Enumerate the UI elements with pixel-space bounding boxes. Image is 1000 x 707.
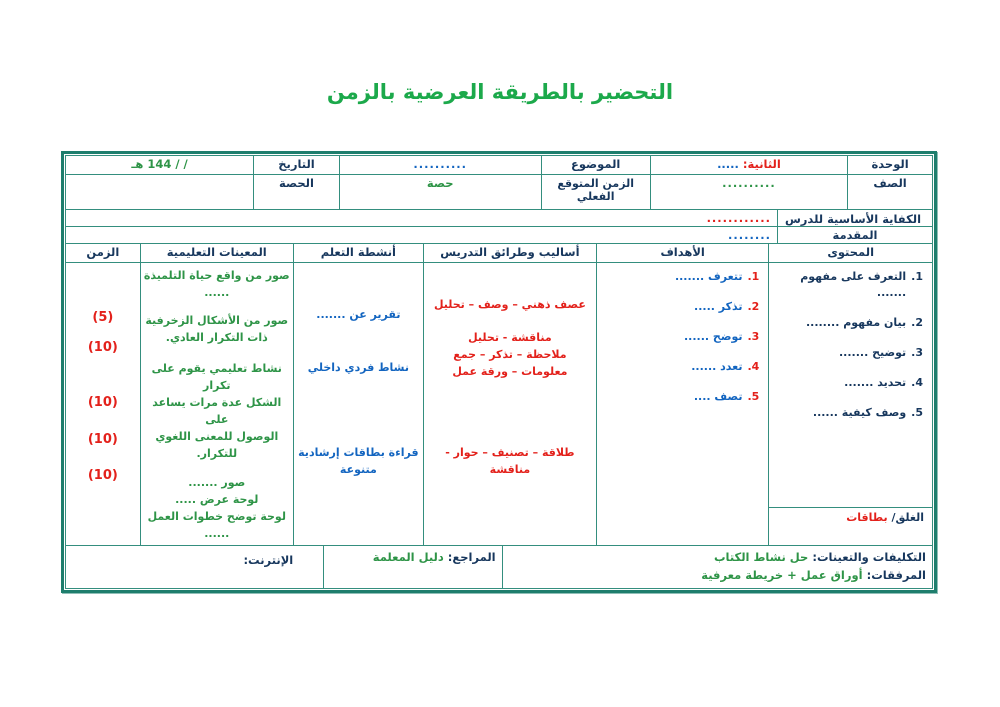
goal-item-text: تصف .... xyxy=(693,390,743,403)
time-value: (10) xyxy=(87,395,118,410)
goal-item-text: تعدد ...... xyxy=(691,360,743,373)
content-column xyxy=(768,263,932,545)
references-label: المراجع: xyxy=(447,550,496,564)
unit-value-dots: ..... xyxy=(717,157,739,171)
attachments-label: المرفقات: xyxy=(866,568,926,582)
goal-item-num: 4. xyxy=(747,360,760,373)
row-unit-subject-date xyxy=(66,156,932,175)
goal-item-num: 2. xyxy=(747,300,760,313)
aids-line: ...... xyxy=(204,286,230,299)
lesson-plan-table xyxy=(61,151,937,593)
subject-label: الموضوع xyxy=(541,156,650,174)
goal-item-text: تتعرف ....... xyxy=(674,270,743,283)
goal-item xyxy=(597,299,768,315)
aids-line: للتكرار. xyxy=(196,447,238,460)
content-item xyxy=(769,315,932,331)
competency-value: ............ xyxy=(706,211,771,225)
header-aids: المعينات التعليمية xyxy=(140,244,293,262)
assignments-label: التكليفات والتعينات: xyxy=(812,550,926,564)
attachments-value: أوراق عمل + خريطة معرفية xyxy=(701,568,863,582)
expected-time-label-line1: الزمن المتوقع xyxy=(557,177,634,190)
assignments-line xyxy=(503,548,926,566)
main-content-row xyxy=(66,263,932,546)
content-item-num: 1. xyxy=(911,270,923,283)
goal-item-num: 1. xyxy=(747,270,760,283)
aids-line: ذات التكرار العادي. xyxy=(165,331,268,344)
expected-time-label xyxy=(541,175,650,209)
aids-line: صور من واقع حياة التلميذة xyxy=(143,269,290,282)
main-header-row xyxy=(66,244,932,263)
goal-item-text: تذكر ..... xyxy=(694,300,743,313)
references-cell xyxy=(323,546,501,588)
content-list xyxy=(769,269,932,507)
content-item-num: 3. xyxy=(911,346,923,359)
closure-value: بطاقات xyxy=(846,511,888,524)
class-value: .......... xyxy=(650,175,847,209)
aids-line: نشاط تعليمي يقوم على تكرار xyxy=(151,362,282,392)
content-item xyxy=(769,269,932,301)
aids-column xyxy=(140,263,293,545)
activities-line: قراءة بطاقات إرشادية xyxy=(298,446,419,459)
activities-line: نشاط فردي داخلي xyxy=(307,361,409,374)
date-label: التاريخ xyxy=(253,156,339,174)
attachments-line xyxy=(503,566,926,584)
goal-item xyxy=(597,269,768,285)
content-item-num: 2. xyxy=(911,316,923,329)
unit-value xyxy=(650,156,847,174)
assignments-cell xyxy=(502,546,932,588)
closure-label: الغلق/ xyxy=(891,511,924,524)
content-item-text: توضيح ....... xyxy=(839,346,907,359)
time-value: (10) xyxy=(87,340,118,355)
time-value: (5) xyxy=(92,310,114,325)
goal-item-num: 3. xyxy=(747,330,760,343)
goal-item xyxy=(597,359,768,375)
aids-line: لوحة توضح خطوات العمل xyxy=(147,510,286,523)
content-item-num: 4. xyxy=(911,376,923,389)
period-label: الحصة xyxy=(253,175,339,209)
internet-cell xyxy=(66,546,323,588)
page-title: التحضير بالطريقة العرضية بالزمن xyxy=(326,80,674,104)
content-item-text: تحديد ....... xyxy=(844,376,907,389)
goal-item xyxy=(597,329,768,345)
content-item xyxy=(769,375,932,391)
header-methods: أساليب وطرائق التدريس xyxy=(423,244,596,262)
header-content: المحتوى xyxy=(768,244,932,262)
methods-line: مناقشة xyxy=(489,463,531,476)
period-value-empty xyxy=(66,175,253,209)
class-label: الصف xyxy=(847,175,932,209)
aids-line: صور ....... xyxy=(188,476,246,489)
methods-line: مناقشة - تحليل xyxy=(468,331,552,344)
subject-value: .......... xyxy=(339,156,541,174)
aids-line: الوصول للمعنى اللغوي xyxy=(155,430,279,443)
content-item xyxy=(769,345,932,361)
time-value: (10) xyxy=(87,432,118,447)
activities-line: متنوعة xyxy=(339,463,377,476)
content-item xyxy=(769,405,932,421)
row-introduction xyxy=(66,227,932,244)
references-value: دليل المعلمة xyxy=(372,550,444,564)
header-goals: الأهداف xyxy=(596,244,768,262)
content-item-text: بيان مفهوم ........ xyxy=(805,316,907,329)
aids-line: لوحة عرض ..... xyxy=(175,493,259,506)
footer-row xyxy=(66,546,932,588)
introduction-value: ........ xyxy=(728,228,771,242)
internet-label: الإنترنت: xyxy=(243,553,294,567)
methods-line: طلاقة – تصنيف – حوار - xyxy=(445,446,575,459)
time-value: (10) xyxy=(87,468,118,483)
content-item-text: وصف كيفية ...... xyxy=(812,406,907,419)
goals-column xyxy=(596,263,768,545)
content-item-text: التعرف على مفهوم ....... xyxy=(800,270,907,299)
row-class-time-period xyxy=(66,175,932,210)
assignments-value: حل نشاط الكتاب xyxy=(713,550,809,564)
activities-line: تقرير عن ....... xyxy=(316,308,401,321)
date-value: / / 144 هـ xyxy=(131,157,188,171)
goal-item-text: توضح ...... xyxy=(683,330,743,343)
aids-line: صور من الأشكال الزخرفية xyxy=(145,314,289,327)
methods-line: عصف ذهني – وصف – تحليل xyxy=(433,298,586,311)
activities-column xyxy=(293,263,423,545)
header-activities: أنشطة التعلم xyxy=(293,244,423,262)
unit-label: الوحدة xyxy=(847,156,932,174)
goal-item-num: 5. xyxy=(747,390,760,403)
expected-time-label-line2: الفعلي xyxy=(576,190,615,203)
expected-time-value: حصة xyxy=(339,175,541,209)
introduction-label: المقدمة xyxy=(777,227,932,243)
time-column xyxy=(66,263,140,545)
closure-row xyxy=(769,507,932,545)
aids-line: ...... xyxy=(204,527,230,540)
content-item-num: 5. xyxy=(911,406,923,419)
methods-line: ملاحظة – تذكر – جمع xyxy=(453,348,567,361)
goal-item xyxy=(597,389,768,405)
header-time: الزمن xyxy=(86,245,120,259)
methods-line: معلومات – ورقة عمل xyxy=(452,365,568,378)
methods-column xyxy=(423,263,596,545)
unit-value-label: الثانية: xyxy=(742,157,781,171)
table-body xyxy=(65,155,933,589)
aids-line: الشكل عدة مرات يساعد على xyxy=(152,396,282,426)
competency-label: الكفاية الأساسية للدرس xyxy=(777,210,932,226)
row-competency xyxy=(66,210,932,227)
